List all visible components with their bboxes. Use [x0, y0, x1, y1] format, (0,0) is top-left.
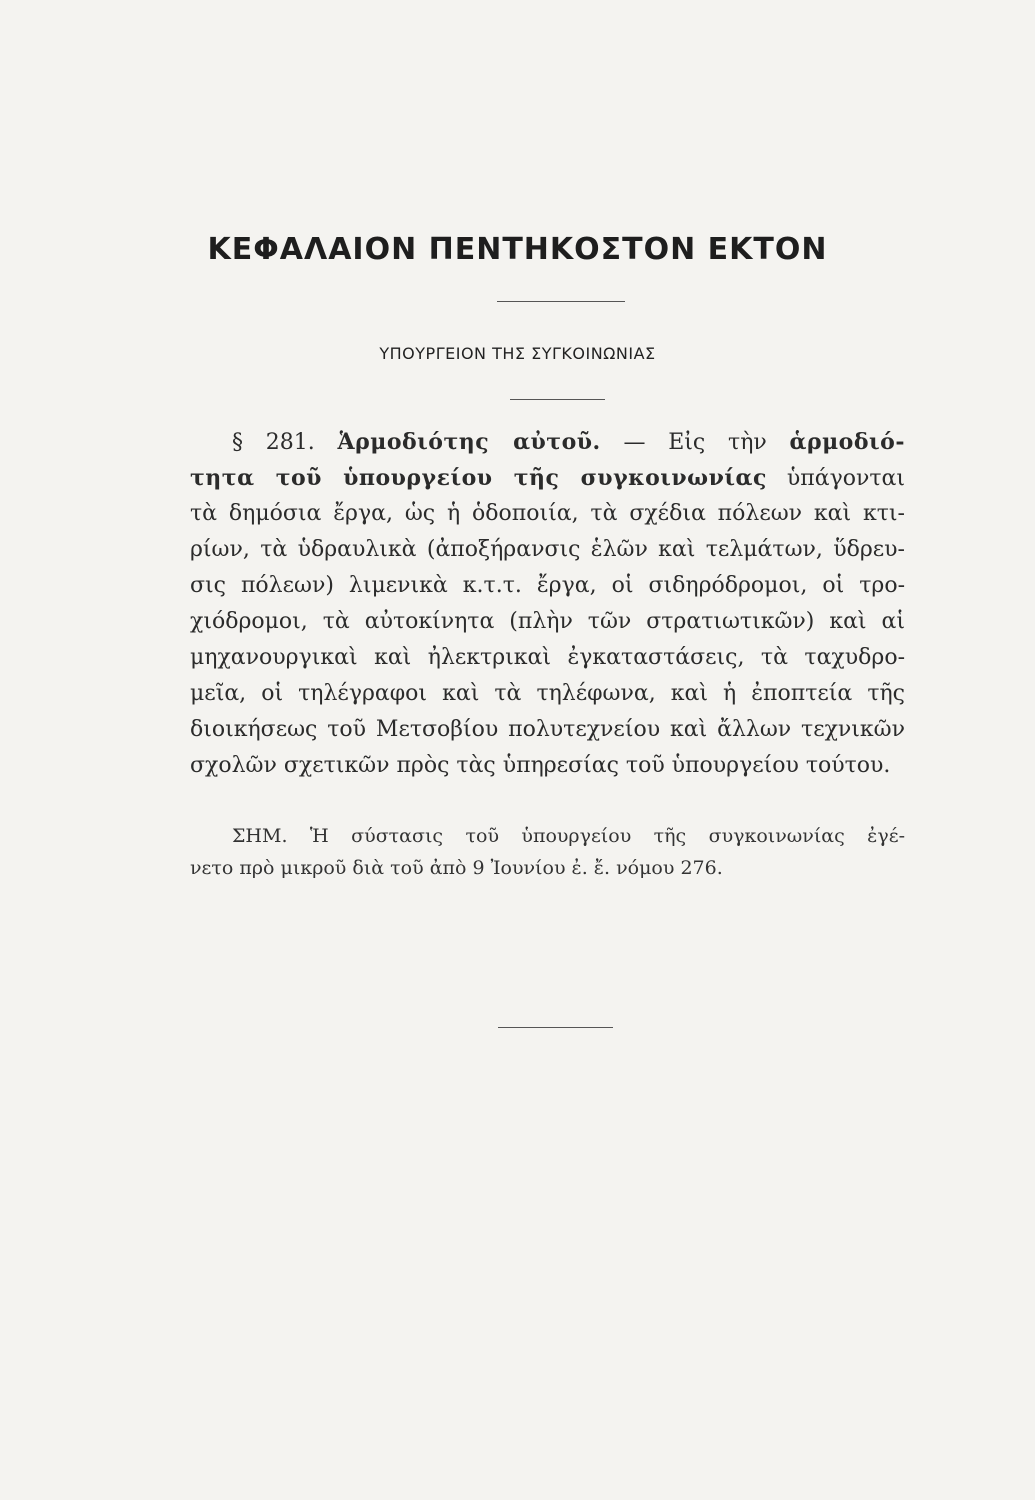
note-paragraph	[190, 820, 905, 884]
note-line: ΣΗΜ. Ἡ σύστασις τοῦ ὑπουργείου τῆς συγκοινωνίας ἐγέ-	[232, 825, 905, 847]
body-line: διοικήσεως τοῦ Μετσοβίου πολυτεχνείου καὶ ἄλλων τεχνικῶν	[190, 717, 905, 742]
body-line: σις πόλεων) λιμενικὰ κ.τ.τ. ἔργα, οἱ σιδηρόδρομοι, οἱ τρο-	[190, 573, 905, 598]
section-heading: Ἁρμοδιότης αὐτοῦ.	[337, 429, 601, 455]
divider-rule	[498, 1027, 613, 1028]
body-line	[190, 460, 905, 496]
note-line: νετο πρὸ μικροῦ διὰ τοῦ ἀπὸ 9 Ἰουνίου ἐ. ἔ. νόμου 276.	[190, 857, 723, 879]
chapter-title: ΚΕΦΑΛΑΙΟΝ ΠΕΝΤΗΚΟΣΤΟΝ ΕΚΤΟΝ	[207, 232, 828, 267]
section-number: § 281.	[232, 430, 315, 455]
body-line: σχολῶν σχετικῶν πρὸς τὰς ὑπηρεσίας τοῦ ὑπουργείου τούτου.	[190, 753, 891, 778]
body-bold-phrase: τητα τοῦ ὑπουργείου τῆς συγκοινωνίας	[190, 465, 767, 491]
divider-rule	[510, 399, 605, 400]
body-line: ρίων, τὰ ὑδραυλικὰ (ἀποξήρανσις ἑλῶν καὶ τελμάτων, ὕδρευ-	[190, 537, 905, 562]
body-line: μηχανουργικαὶ καὶ ἠλεκτρικαὶ ἐγκαταστάσεις, τὰ ταχυδρο-	[190, 645, 905, 670]
divider-rule	[497, 301, 625, 302]
body-line	[190, 424, 905, 460]
body-line: χιόδρομοι, τὰ αὐτοκίνητα (πλὴν τῶν στρατιωτικῶν) καὶ αἱ	[190, 609, 905, 634]
section-lead-in: — Εἰς τὴν	[623, 430, 767, 455]
section-281-body	[190, 424, 905, 784]
body-line: μεῖα, οἱ τηλέγραφοι καὶ τὰ τηλέφωνα, καὶ ἡ ἐποπτεία τῆς	[190, 681, 905, 706]
body-line: τὰ δημόσια ἔργα, ὡς ἡ ὁδοποιία, τὰ σχέδια πόλεων καὶ κτι-	[190, 501, 905, 526]
section-lead-bold: ἁρμοδιό-	[789, 429, 905, 455]
body-phrase: ὑπάγονται	[786, 466, 905, 491]
ministry-subtitle: ΥΠΟΥΡΓΕΙΟΝ ΤΗΣ ΣΥΓΚΟΙΝΩΝΙΑΣ	[379, 344, 656, 363]
